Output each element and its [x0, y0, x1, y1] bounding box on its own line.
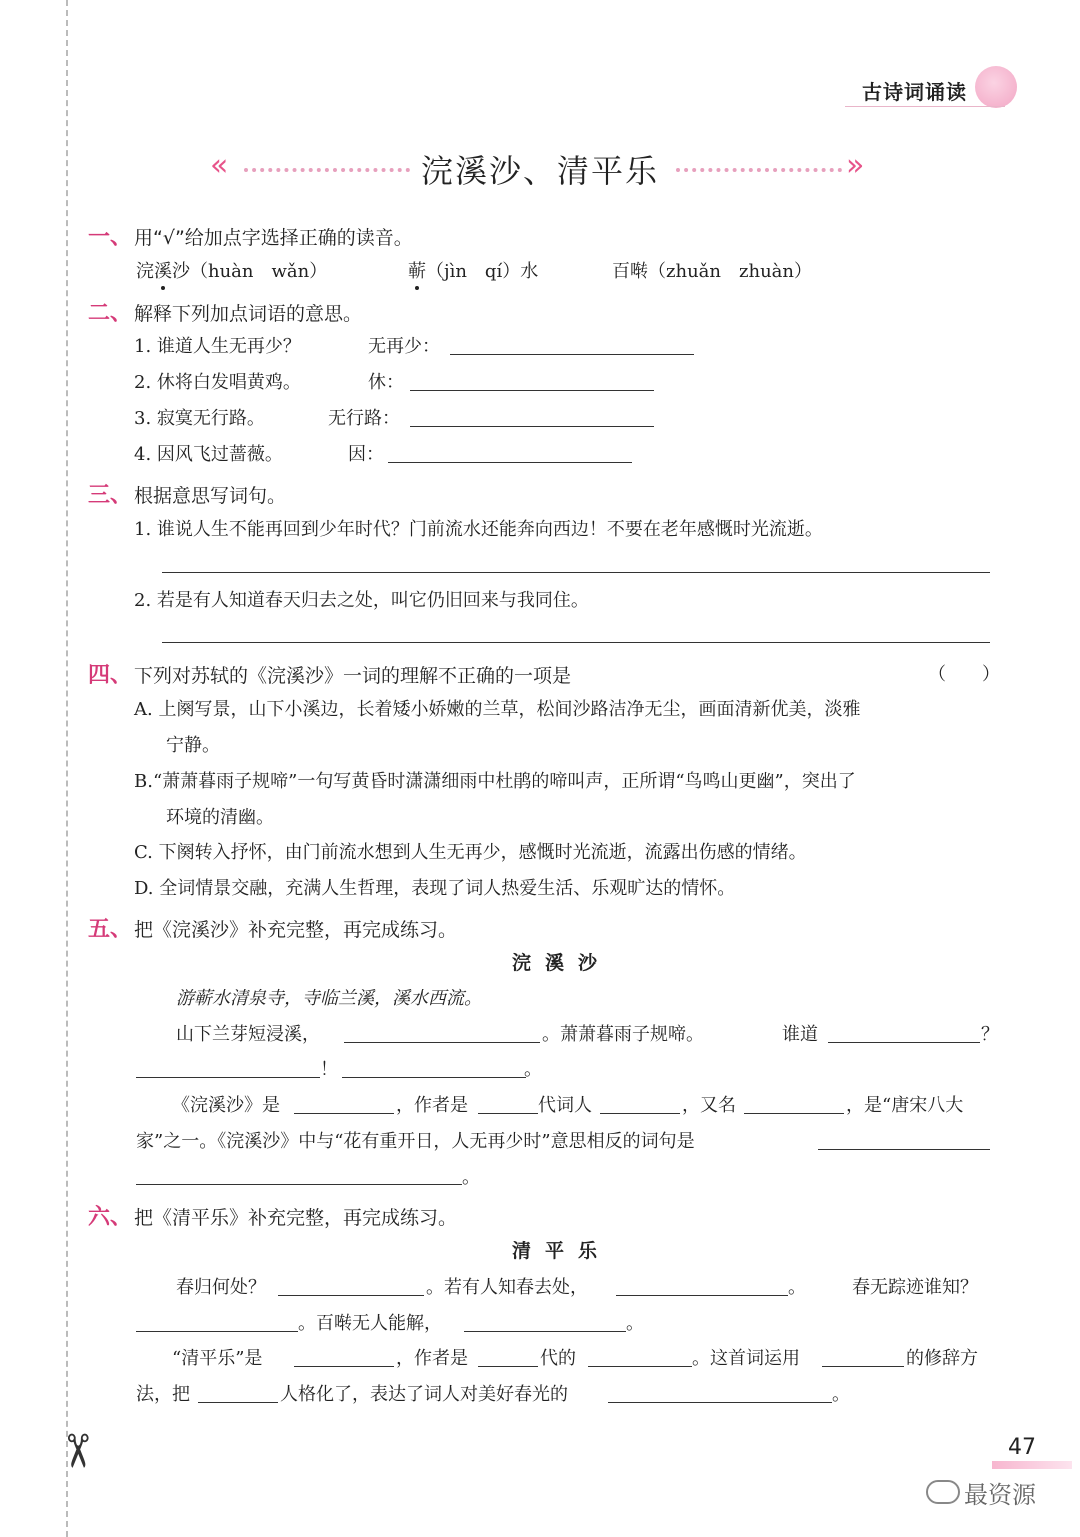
- blank-5-5[interactable]: [294, 1113, 394, 1114]
- blank-5-2[interactable]: [828, 1042, 980, 1043]
- page-number-bar: [992, 1461, 1072, 1469]
- header-underline: [845, 106, 1005, 107]
- answer-line-3-2[interactable]: [162, 642, 990, 643]
- option-c: C. 下阕转入抒怀，由门前流水想到人生无再少，感慨时光流逝，流露出伤感的情绪。: [134, 842, 807, 863]
- poem5-line1-part2: 。萧萧暮雨子规啼。: [542, 1024, 704, 1045]
- section-5-heading: 五、 把《浣溪沙》补充完整，再完成练习。: [88, 917, 458, 942]
- sec1-item-3: 百啭（zhuǎn zhuàn）: [612, 261, 812, 282]
- sec3-item-2: 2. 若是有人知道春天归去之处，叫它仍旧回来与我同住。: [134, 590, 589, 611]
- sec2-question-1: 1. 谁道人生无再少？: [134, 336, 301, 357]
- sec1-item-1: 浣溪沙（huàn wǎn）: [136, 261, 328, 282]
- blank-6-2[interactable]: [616, 1295, 788, 1296]
- poem6-line1-part1: 春归何处？: [176, 1277, 266, 1298]
- sec3-item-1: 1. 谁说人生不能再回到少年时代？门前流水还能奔向西边！不要在老年感慨时光流逝。: [134, 519, 823, 540]
- page-title-row: [210, 146, 870, 192]
- cut-line: [66, 0, 68, 1537]
- option-b-line-1: B.“萧萧暮雨子规啼”一句写黄昏时潇潇细雨中杜鹃的啼叫声，正所谓“鸟鸣山更幽”，突出了: [134, 771, 856, 792]
- option-d: D. 全词情景交融，充满人生哲理，表现了词人热爱生活、乐观旷达的情怀。: [134, 878, 736, 899]
- blank-6-7[interactable]: [588, 1366, 692, 1367]
- sec6-q-part1: “清平乐”是: [172, 1348, 263, 1369]
- sec1-item-2: 蕲（jìn qí）水: [408, 261, 539, 282]
- blank-5-10[interactable]: [136, 1184, 462, 1185]
- blank-5-4[interactable]: [342, 1077, 526, 1078]
- blank-6-5[interactable]: [294, 1366, 394, 1367]
- poem-title-huanxisha: 浣溪沙: [512, 952, 612, 974]
- sec6-q2-end: 。: [832, 1384, 850, 1405]
- section-6-heading: 六、 把《清平乐》补充完整，再完成练习。: [88, 1205, 458, 1230]
- answer-line-2-1[interactable]: [450, 354, 694, 355]
- blank-5-8[interactable]: [744, 1113, 844, 1114]
- sec2-label-3: 无行路：: [328, 408, 400, 429]
- watermark-text: 最资源: [964, 1481, 1036, 1509]
- sec6-q-part5: 的修辞方: [906, 1348, 978, 1369]
- title-dots-right: [676, 168, 842, 172]
- poem6-line1-part3: 。: [788, 1277, 806, 1298]
- blank-6-3[interactable]: [136, 1331, 298, 1332]
- sec5-q-part5: ，是“唐宋八大: [846, 1095, 964, 1116]
- sec5-q-part2: ，作者是: [396, 1095, 468, 1116]
- sec6-q-part3: 代的: [540, 1348, 576, 1369]
- poem5-line2-part1: ！: [320, 1059, 338, 1080]
- blank-5-9[interactable]: [818, 1149, 990, 1150]
- blank-5-7[interactable]: [600, 1113, 680, 1114]
- answer-line-3-1[interactable]: [162, 572, 990, 573]
- poem6-line1-part4: 春无踪迹谁知？: [852, 1277, 978, 1298]
- option-a-line-2: 宁静。: [166, 735, 220, 756]
- answer-line-2-3[interactable]: [410, 426, 654, 427]
- page-title: 浣溪沙、清平乐: [420, 152, 659, 190]
- poem6-line2-part2: 。: [626, 1313, 644, 1334]
- sec5-q-part1: 《浣溪沙》是: [172, 1095, 280, 1116]
- blank-5-6[interactable]: [478, 1113, 538, 1114]
- sec2-label-2: 休：: [368, 372, 404, 393]
- option-a-line-1: A. 上阕写景，山下小溪边，长着矮小娇嫩的兰草，松间沙路洁净无尘，画面清新优美，淡雅: [134, 699, 861, 720]
- sec2-question-3: 3. 寂寞无行路。: [134, 408, 265, 429]
- section-3-heading: 三、 根据意思写词句。: [88, 483, 287, 508]
- blank-5-1[interactable]: [344, 1042, 540, 1043]
- sec6-q2-part1: 法，把: [136, 1384, 190, 1405]
- blank-6-10[interactable]: [608, 1402, 832, 1403]
- option-b-line-2: 环境的清幽。: [166, 807, 274, 828]
- wechat-icon: [926, 1480, 960, 1504]
- poem6-line1-part2: 。若有人知春去处，: [426, 1277, 588, 1298]
- blank-6-4[interactable]: [464, 1331, 626, 1332]
- answer-paren[interactable]: （ ）: [928, 664, 1000, 685]
- sec5-q3-end: 。: [462, 1167, 480, 1188]
- poem6-line2-part1: 。百啭无人能解，: [298, 1313, 442, 1334]
- poem5-line2-part2: 。: [524, 1059, 542, 1080]
- answer-line-2-2[interactable]: [410, 390, 654, 391]
- sec5-q-part3: 代词人: [538, 1095, 592, 1116]
- decorative-flower-icon: [975, 66, 1017, 108]
- section-1-heading: 一、 用“√”给加点字选择正确的读音。: [88, 225, 413, 250]
- blank-6-9[interactable]: [198, 1402, 278, 1403]
- sec2-label-4: 因：: [348, 444, 384, 465]
- header-tag: 古诗词诵读: [862, 80, 967, 104]
- chevron-left-icon: «: [210, 148, 229, 183]
- page-number: 47: [1008, 1435, 1036, 1460]
- blank-5-3[interactable]: [136, 1077, 320, 1078]
- section-4-heading: 四、 下列对苏轼的《浣溪沙》一词的理解不正确的一项是: [88, 663, 572, 688]
- poem5-line1-part4: ？: [981, 1024, 999, 1045]
- blank-6-6[interactable]: [478, 1366, 538, 1367]
- section-2-heading: 二、 解释下列加点词语的意思。: [88, 301, 363, 326]
- blank-6-8[interactable]: [822, 1366, 904, 1367]
- poem5-line1-part3: 谁道: [782, 1024, 818, 1045]
- scissors-icon: ✂: [50, 1431, 105, 1471]
- sec5-q2-text: 家”之一。《浣溪沙》中与“花有重开日，人无再少时”意思相反的词句是: [136, 1131, 695, 1152]
- poem-title-qingpingyue: 清平乐: [512, 1240, 612, 1262]
- poem5-line1-part1: 山下兰芽短浸溪，: [176, 1024, 320, 1045]
- answer-line-2-4[interactable]: [388, 462, 632, 463]
- sec2-label-1: 无再少：: [368, 336, 440, 357]
- sec5-q-part4: ，又名: [682, 1095, 736, 1116]
- sec6-q-part4: 。这首词运用: [692, 1348, 800, 1369]
- chevron-right-icon: »: [846, 148, 865, 183]
- sec2-question-4: 4. 因风飞过蔷薇。: [134, 444, 283, 465]
- poem-preface: 游蕲水清泉寺，寺临兰溪，溪水西流。: [176, 988, 482, 1009]
- sec2-question-2: 2. 休将白发唱黄鸡。: [134, 372, 301, 393]
- sec6-q-part2: ，作者是: [396, 1348, 468, 1369]
- blank-6-1[interactable]: [278, 1295, 424, 1296]
- sec6-q2-part2: 人格化了，表达了词人对美好春光的: [280, 1384, 568, 1405]
